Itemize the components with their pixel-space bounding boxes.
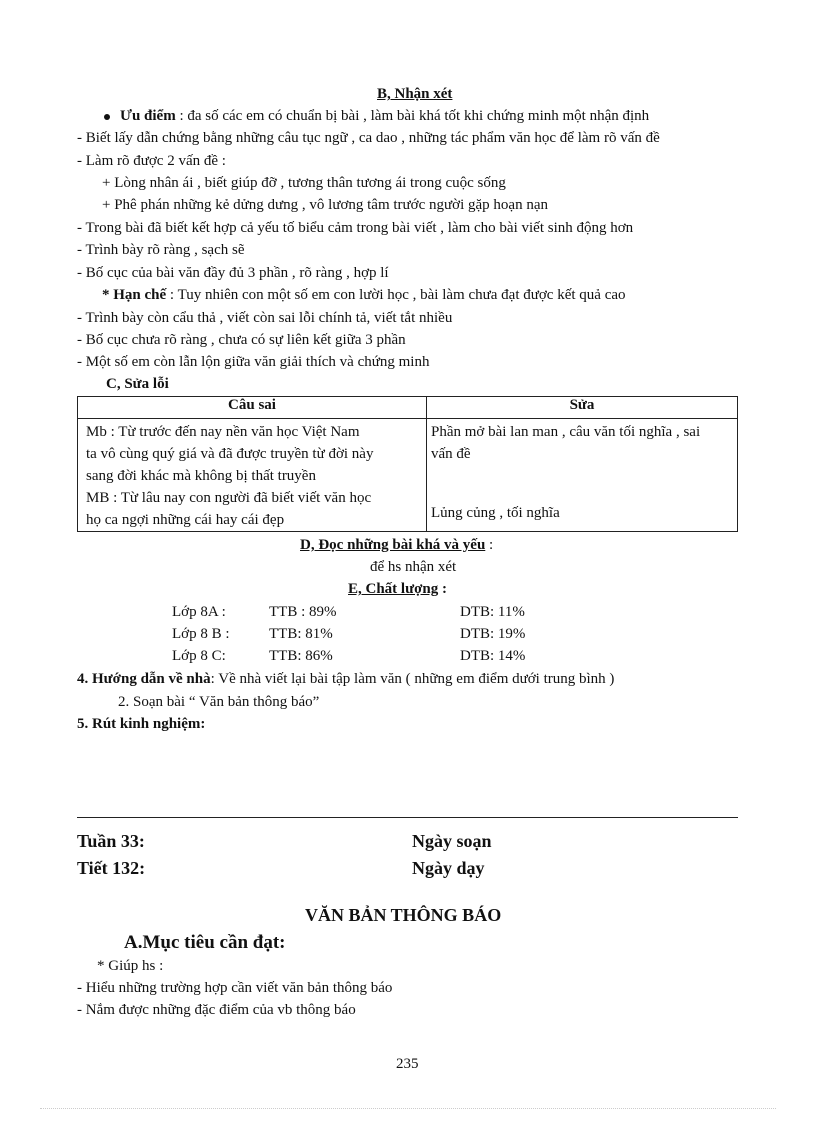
section-d-heading-suffix: :: [485, 537, 494, 553]
quality-class: Lớp 8 C:: [172, 648, 226, 664]
observation-line: - Biết lấy dẫn chứng bằng những câu tục ngữ , ca dao , những tác phẩm văn học để làm rõ vấn đề: [77, 130, 660, 146]
homework-item-2: 2. Soạn bài “ Văn bản thông báo”: [118, 694, 320, 710]
correction-line: Phần mở bài lan man , câu văn tối nghĩa , sai: [431, 424, 701, 440]
homework-line: [77, 671, 614, 688]
observation-line: - Trong bài đã biết kết hợp cả yếu tố biểu cảm trong bài viết , làm cho bài viết sinh động hơn: [77, 220, 634, 236]
lesson-title: VĂN BẢN THÔNG BÁO: [305, 905, 502, 925]
advantages-label: Ưu điểm: [120, 108, 176, 124]
error-correction-table: [77, 396, 738, 532]
limit-line: - Trình bày còn cẩu thả , viết còn sai lỗi chính tả, viết tắt nhiều: [77, 310, 453, 326]
quality-ttb: TTB : 89%: [269, 604, 337, 620]
wrong-sentence-line: sang đời khác mà không bị thất truyền: [86, 468, 316, 484]
period-label: Tiết 132:: [77, 858, 146, 878]
quality-class: Lớp 8A :: [172, 604, 226, 620]
section-b-heading: B, Nhận xét: [377, 86, 453, 102]
section-d-heading: D, Đọc những bài khá và yếu: [300, 537, 486, 553]
advantages-line: [104, 108, 649, 125]
correction-line: Lủng củng , tối nghĩa: [431, 505, 560, 521]
quality-class: Lớp 8 B :: [172, 626, 230, 642]
observation-subline: + Lòng nhân ái , biết giúp đỡ , tương thân tương ái trong cuộc sống: [102, 175, 506, 191]
wrong-sentence-cell: [78, 419, 427, 532]
section-divider: [77, 817, 738, 818]
observation-line: - Trình bày rõ ràng , sạch sẽ: [77, 242, 245, 258]
quality-ttb: TTB: 86%: [269, 648, 333, 664]
objective-heading: A.Mục tiêu cần đạt:: [124, 932, 286, 953]
page-bottom-edge: [40, 1108, 776, 1109]
correction-line: vấn đề: [431, 446, 471, 462]
table-row: [78, 419, 738, 532]
week-label: Tuần 33:: [77, 831, 145, 851]
objective-line: - Hiểu những trường hợp cần viết văn bản thông báo: [77, 980, 393, 996]
prepare-date-label: Ngày soạn: [412, 831, 492, 851]
section-e-heading-line: [348, 581, 447, 598]
limits-line: [102, 287, 626, 304]
wrong-sentence-line: ta vô cùng quý giá và đã được truyền từ đời này: [86, 446, 374, 462]
help-label: * Giúp hs :: [97, 958, 164, 974]
observation-subline: + Phê phán những kẻ dửng dưng , vô lương tâm trước người gặp hoạn nạn: [102, 197, 548, 213]
quality-dtb: DTB: 19%: [460, 626, 526, 642]
experience-label: 5. Rút kinh nghiệm:: [77, 716, 206, 732]
wrong-sentence-line: họ ca ngợi những cái hay cái đẹp: [86, 512, 285, 528]
limit-line: - Bố cục chưa rõ ràng , chưa có sự liên kết giữa 3 phần: [77, 332, 406, 348]
quality-ttb: TTB: 81%: [269, 626, 333, 642]
section-e-heading: E, Chất lượng: [348, 581, 439, 597]
header-correction: Sửa: [427, 397, 738, 419]
observation-line: - Làm rõ được 2 vấn đề :: [77, 153, 226, 169]
limits-text: : Tuy nhiên con một số em con lười học , bài làm chưa đạt được kết quả cao: [166, 287, 626, 303]
quality-dtb: DTB: 14%: [460, 648, 526, 664]
bullet-icon: [104, 114, 110, 120]
correction-cell: [427, 419, 738, 532]
advantages-text: : đa số các em có chuẩn bị bài , làm bài khá tốt khi chứng minh một nhận định: [175, 108, 650, 124]
teach-date-label: Ngày dạy: [412, 858, 485, 878]
section-d-note: để hs nhận xét: [370, 559, 457, 575]
page-number: 235: [396, 1056, 419, 1072]
quality-dtb: DTB: 11%: [460, 604, 525, 620]
objective-line: - Nắm được những đặc điểm của vb thông báo: [77, 1002, 356, 1018]
section-c-heading: C, Sửa lỗi: [106, 376, 169, 392]
header-wrong-sentence: Câu sai: [78, 397, 427, 419]
section-e-heading-suffix: :: [438, 581, 447, 597]
section-d-heading-line: [300, 537, 493, 554]
wrong-sentence-line: Mb : Từ trước đến nay nền văn học Việt Nam: [86, 424, 360, 440]
wrong-sentence-line: MB : Từ lâu nay con người đã biết viết văn học: [86, 490, 372, 506]
homework-text: : Về nhà viết lại bài tập làm văn ( những em điểm dưới trung bình ): [210, 671, 615, 687]
limit-line: - Một số em còn lẫn lộn giữa văn giải thích và chứng minh: [77, 354, 430, 370]
homework-label: 4. Hướng dẫn về nhà: [77, 671, 211, 687]
observation-line: - Bố cục của bài văn đầy đủ 3 phần , rõ ràng , hợp lí: [77, 265, 389, 281]
table-header-row: [78, 397, 738, 419]
limits-label: * Hạn chế: [102, 287, 167, 303]
